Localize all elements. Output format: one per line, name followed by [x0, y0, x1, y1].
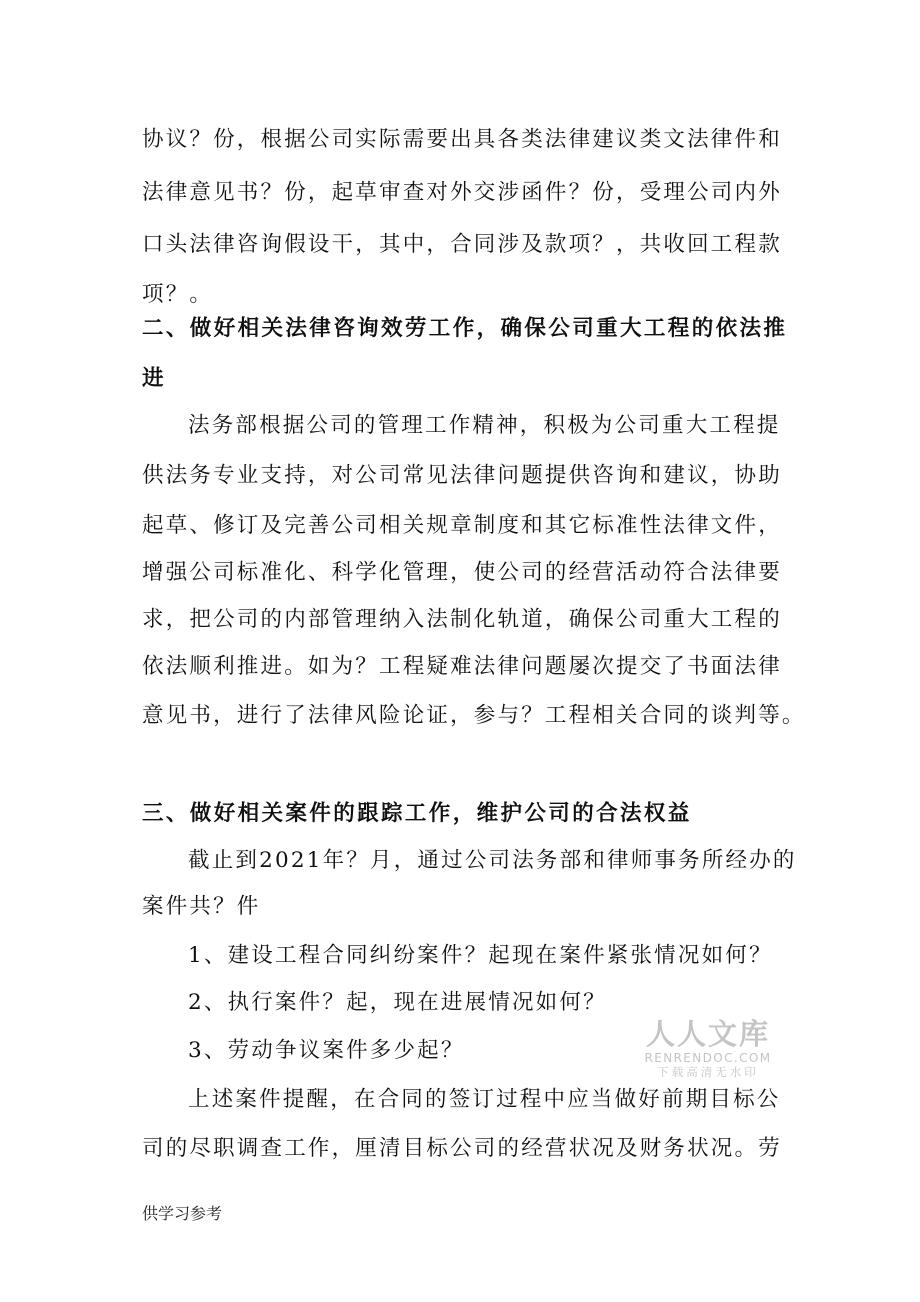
body-line-8: 供法务专业支持，对公司常见法律问题提供咨询和建议，协助	[142, 463, 782, 488]
body-line-9: 起草、修订及完善公司相关规章制度和其它标准性法律文件，	[142, 513, 782, 538]
body-line-7: 法务部根据公司的管理工作精神，积极为公司重大工程提	[188, 413, 781, 438]
body-line-13: 意见书，进行了法律风险论证，参与？工程相关合同的谈判等。	[142, 703, 806, 728]
section-heading-2: 二、做好相关法律咨询效劳工作，确保公司重大工程的依法推	[142, 316, 788, 341]
body-line-4: 项？。	[142, 282, 214, 307]
watermark-brand: 人人文库	[645, 1017, 770, 1051]
body-line-16: 案件共？件	[142, 894, 261, 919]
section-heading-3: 三、做好相关案件的跟踪工作，维护公司的合法权益	[142, 801, 692, 826]
body-line-3: 口头法律咨询假设干，其中，合同涉及款项？，共收回工程款	[142, 232, 782, 257]
watermark-domain: RENRENDOC.COM	[644, 1051, 772, 1065]
body-line-12: 依法顺利推进。如为？工程疑难法律问题屡次提交了书面法律	[142, 654, 782, 679]
body-line-2: 法律意见书？份，起草审查对外交涉函件？份，受理公司内外	[142, 180, 782, 205]
list-item-3: 3、劳动争议案件多少起？	[188, 1038, 465, 1063]
body-line-10: 增强公司标准化、科学化管理，使公司的经营活动符合法律要	[142, 560, 782, 585]
section-heading-2-cont: 进	[142, 366, 166, 391]
body-line-1: 协议？份，根据公司实际需要出具各类法律建议类文法律件和	[142, 127, 782, 152]
body-line-20: 上述案件提醒，在合同的签订过程中应当做好前期目标公	[188, 1087, 781, 1112]
page-footer: 供学习参考	[142, 1204, 223, 1223]
list-item-2: 2、执行案件？起，现在进展情况如何？	[188, 990, 607, 1015]
list-item-1: 1、建设工程合同纠纷案件？起现在案件紧张情况如何？	[188, 943, 773, 968]
body-line-21: 司的尽职调查工作，厘清目标公司的经营状况及财务状况。劳	[142, 1136, 782, 1161]
body-line-11: 求，把公司的内部管理纳入法制化轨道，确保公司重大工程的	[142, 607, 782, 632]
body-line-15: 截止到2021年？月，通过公司法务部和律师事务所经办的	[188, 848, 797, 873]
watermark-tagline: 下载高清无水印	[657, 1065, 759, 1079]
watermark-logo	[644, 1017, 772, 1080]
